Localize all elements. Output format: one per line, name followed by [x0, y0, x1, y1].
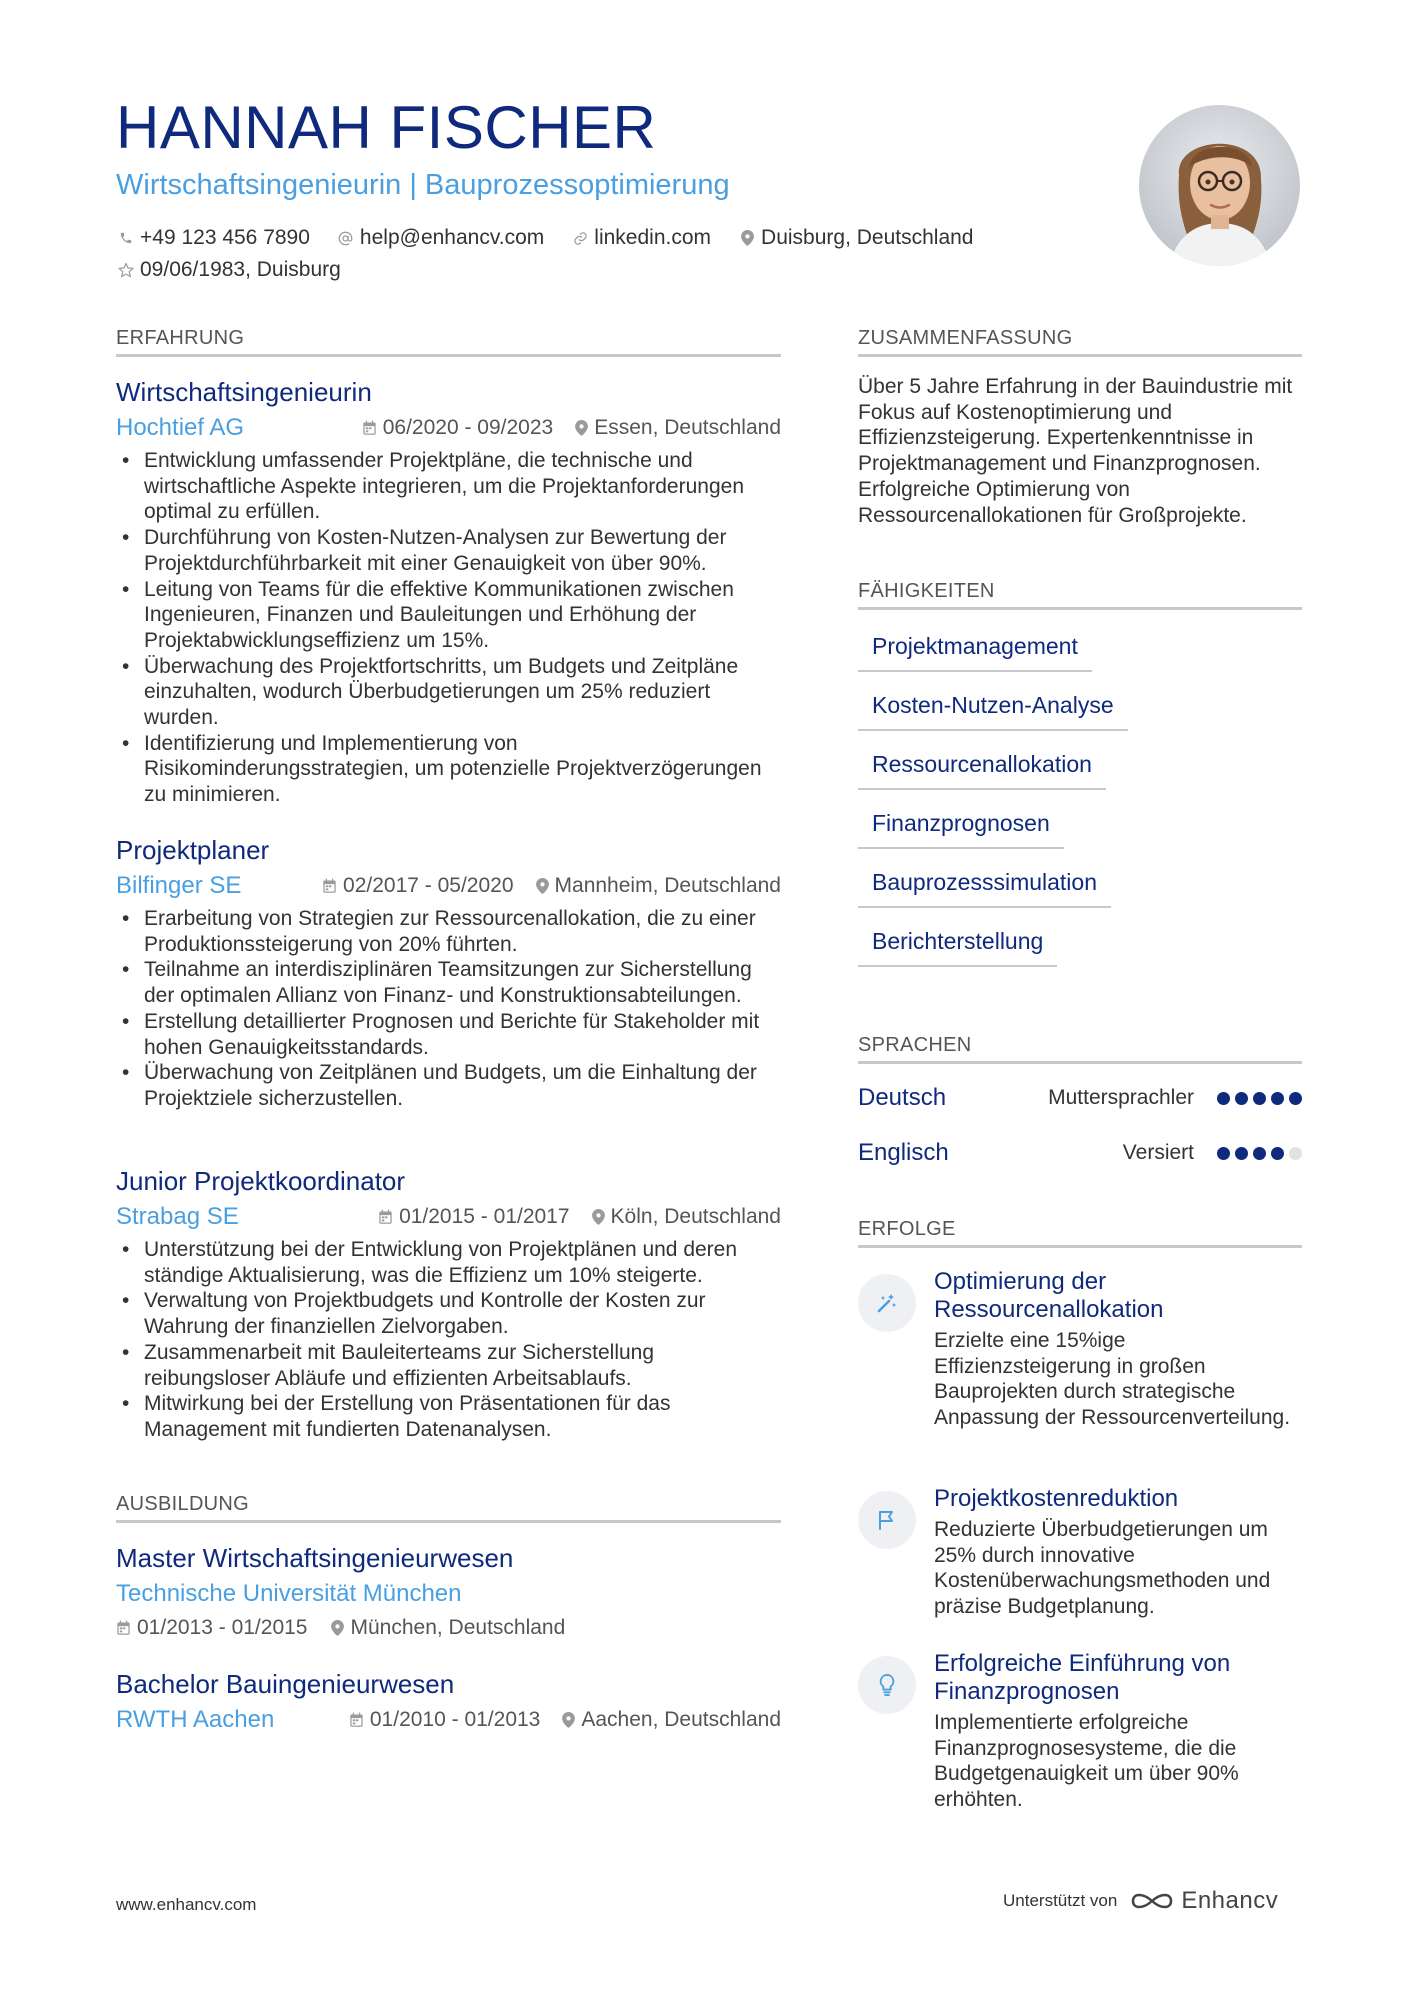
- rating-dot-filled: [1253, 1092, 1266, 1105]
- achievement-item: [858, 1650, 1308, 1830]
- skill-tag: Finanzprognosen: [858, 807, 1064, 849]
- language-row: [858, 1136, 1302, 1170]
- list-item: • Überwachung des Projektfortschritts, um Budgets und Zeitpläne einzuhalten, wodurch Überbudgetierungen um 25% reduziert wurden.: [116, 654, 781, 731]
- email-text: help@enhancv.com: [359, 226, 545, 249]
- location-pin-icon: [575, 420, 588, 436]
- language-level: Muttersprachler: [1048, 1086, 1194, 1109]
- at-icon: [336, 228, 356, 248]
- job-location: Essen, Deutschland: [594, 416, 781, 439]
- job-dates: 02/2017 - 05/2020: [343, 874, 514, 897]
- list-item: • Identifizierung und Implementierung von Risikominderungsstrategien, um potenzielle Projektverzögerungen zu minimieren.: [116, 731, 781, 808]
- company-name: Strabag SE: [116, 1203, 239, 1230]
- location-pin-icon: [536, 878, 549, 894]
- rating-dot-filled: [1271, 1147, 1284, 1160]
- lightbulb-icon: [858, 1656, 916, 1714]
- phone-text: +49 123 456 7890: [140, 226, 310, 249]
- location-pin-icon: [592, 1209, 605, 1225]
- location-text: Duisburg, Deutschland: [761, 226, 974, 249]
- language-rating: [1212, 1147, 1302, 1160]
- section-heading-education: AUSBILDUNG: [116, 1493, 781, 1523]
- list-item: • Erstellung detaillierter Prognosen und Berichte für Stakeholder mit hohen Genauigkeitsstandards.: [116, 1009, 781, 1060]
- section-heading-experience: ERFAHRUNG: [116, 327, 781, 357]
- rating-dot-filled: [1217, 1092, 1230, 1105]
- list-item: • Leitung von Teams für die effektive Kommunikationen zwischen Ingenieuren, Finanzen und Bauleitungen und Erhöhung der Projektabwicklungseffizienz um 15%.: [116, 577, 781, 654]
- section-heading-achievements: ERFOLGE: [858, 1218, 1302, 1248]
- calendar-icon: [378, 1209, 393, 1225]
- section-heading-summary: ZUSAMMENFASSUNG: [858, 327, 1302, 357]
- education-entry: [116, 1540, 781, 1644]
- rating-dot-filled: [1253, 1147, 1266, 1160]
- section-heading-languages: SPRACHEN: [858, 1034, 1302, 1064]
- job-bullets: [116, 906, 781, 1112]
- achievement-desc: Implementierte erfolgreiche Finanzprognosesysteme, die die Budgetgenauigkeit um über 90% erhöhten.: [934, 1711, 1239, 1812]
- contact-phone: [116, 226, 310, 250]
- contact-linkedin[interactable]: [570, 226, 711, 250]
- candidate-title: Wirtschaftsingenieurin | Bauprozessoptimierung: [116, 169, 730, 201]
- candidate-name: HANNAH FISCHER: [116, 94, 657, 161]
- wand-icon: [858, 1274, 916, 1332]
- location-pin-icon: [737, 228, 757, 248]
- footer-powered-by: [1003, 1887, 1278, 1915]
- footer-website[interactable]: www.enhancv.com: [116, 1895, 257, 1914]
- list-item: • Entwicklung umfassender Projektpläne, die technische und wirtschaftliche Aspekte integrieren, um die Projektanforderungen optimal zu erfüllen.: [116, 448, 781, 525]
- linkedin-text: linkedin.com: [594, 226, 712, 249]
- achievement-title: Optimierung der Ressourcenallokation: [934, 1268, 1164, 1323]
- contact-birth: [116, 258, 341, 282]
- list-item: • Teilnahme an interdisziplinären Teamsitzungen zur Sicherstellung der optimalen Allianz von Finanz- und Konstruktionsabteilungen.: [116, 957, 781, 1008]
- contact-email[interactable]: [336, 226, 544, 250]
- contact-location: [737, 226, 973, 250]
- achievement-item: [858, 1268, 1308, 1468]
- language-level: Versiert: [1122, 1141, 1194, 1164]
- skill-tag: Kosten-Nutzen-Analyse: [858, 689, 1128, 731]
- calendar-icon: [362, 420, 377, 436]
- contact-info: [116, 222, 1066, 286]
- rating-dot-empty: [1289, 1147, 1302, 1160]
- calendar-icon: [116, 1620, 131, 1636]
- edu-dates: 01/2013 - 01/2015: [137, 1616, 308, 1639]
- school-name: RWTH Aachen: [116, 1706, 275, 1733]
- section-heading-skills: FÄHIGKEITEN: [858, 580, 1302, 610]
- job-title: Wirtschaftsingenieurin: [116, 377, 372, 407]
- job-location: Köln, Deutschland: [610, 1205, 781, 1228]
- job-dates: 06/2020 - 09/2023: [382, 416, 554, 439]
- education-entry: [116, 1666, 781, 1738]
- rating-dot-filled: [1271, 1092, 1284, 1105]
- list-item: • Überwachung von Zeitplänen und Budgets, um die Einhaltung der Projektziele sicherzustellen.: [116, 1060, 781, 1111]
- skill-tag: Projektmanagement: [858, 630, 1092, 672]
- edu-location: Aachen, Deutschland: [581, 1708, 781, 1731]
- list-item: • Zusammenarbeit mit Bauleiterteams zur Sicherstellung reibungsloser Abläufe und effizienten Arbeitsablaufs.: [116, 1340, 781, 1391]
- enhancv-logo-icon: [1129, 1889, 1175, 1913]
- list-item: • Unterstützung bei der Entwicklung von Projektplänen und deren ständige Aktualisierung, was die Effizienz um 10% steigerte.: [116, 1237, 781, 1288]
- list-item: • Mitwirkung bei der Erstellung von Präsentationen für das Management mit fundierten Datenanalysen.: [116, 1391, 781, 1442]
- edu-dates: 01/2010 - 01/2013: [369, 1708, 541, 1731]
- phone-icon: [116, 228, 136, 248]
- experience-entry: [116, 374, 781, 808]
- flag-icon: [858, 1491, 916, 1549]
- job-title: Junior Projektkoordinator: [116, 1166, 406, 1196]
- language-rating: [1212, 1092, 1302, 1105]
- job-location: Mannheim, Deutschland: [554, 874, 781, 897]
- rating-dot-filled: [1235, 1147, 1248, 1160]
- summary-text: Über 5 Jahre Erfahrung in der Bauindustrie mit Fokus auf Kostenoptimierung und Effizienzsteigerung. Expertenkenntnisse in Projektmanagement und Finanzprognosen. Erfolgreiche Optimierung von Ressourcenallokationen für Großprojekte.: [858, 375, 1293, 527]
- star-icon: [116, 260, 136, 280]
- rating-dot-filled: [1235, 1092, 1248, 1105]
- link-icon: [570, 228, 590, 248]
- experience-entry: [116, 1163, 781, 1443]
- skill-tag: Berichterstellung: [858, 925, 1057, 967]
- language-row: [858, 1081, 1302, 1115]
- job-title: Projektplaner: [116, 835, 270, 865]
- location-pin-icon: [331, 1620, 344, 1636]
- list-item: • Erarbeitung von Strategien zur Ressourcenallokation, die zu einer Produktionssteigerung von 20% führten.: [116, 906, 781, 957]
- job-bullets: [116, 448, 781, 808]
- calendar-icon: [349, 1712, 364, 1728]
- company-name: Bilfinger SE: [116, 872, 242, 899]
- company-name: Hochtief AG: [116, 414, 245, 441]
- language-name: Englisch: [858, 1139, 949, 1166]
- job-bullets: [116, 1237, 781, 1443]
- experience-entry: [116, 832, 781, 1112]
- birth-text: 09/06/1983, Duisburg: [140, 258, 341, 281]
- degree-title: Master Wirtschaftsingenieurwesen: [116, 1543, 514, 1573]
- school-name: Technische Universität München: [116, 1580, 462, 1607]
- skill-tag: Bauprozesssimulation: [858, 866, 1111, 908]
- achievement-item: [858, 1485, 1308, 1635]
- achievement-title: Erfolgreiche Einführung von Finanzprognosen: [934, 1650, 1231, 1705]
- rating-dot-filled: [1289, 1092, 1302, 1105]
- location-pin-icon: [562, 1712, 575, 1728]
- job-dates: 01/2015 - 01/2017: [399, 1205, 570, 1228]
- degree-title: Bachelor Bauingenieurwesen: [116, 1669, 455, 1699]
- skill-tag: Ressourcenallokation: [858, 748, 1106, 790]
- edu-location: München, Deutschland: [350, 1616, 566, 1639]
- powered-by-text: Unterstützt von: [1003, 1891, 1118, 1910]
- list-item: • Durchführung von Kosten-Nutzen-Analysen zur Bewertung der Projektdurchführbarkeit mit einer Genauigkeit von über 90%.: [116, 525, 781, 576]
- list-item: • Verwaltung von Projektbudgets und Kontrolle der Kosten zur Wahrung der finanziellen Zielvorgaben.: [116, 1288, 781, 1339]
- achievement-desc: Erzielte eine 15%ige Effizienzsteigerung in großen Bauprojekten durch strategische Anpassung der Ressourcenverteilung.: [934, 1329, 1291, 1430]
- enhancv-brand: Enhancv: [1181, 1887, 1279, 1914]
- calendar-icon: [322, 878, 337, 894]
- achievement-title: Projektkostenreduktion: [934, 1485, 1179, 1512]
- language-name: Deutsch: [858, 1084, 947, 1111]
- achievement-desc: Reduzierte Überbudgetierungen um 25% durch innovative Kostenüberwachungsmethoden und präzise Budgetplanung.: [934, 1518, 1271, 1619]
- rating-dot-filled: [1217, 1147, 1230, 1160]
- profile-photo: [1139, 105, 1300, 266]
